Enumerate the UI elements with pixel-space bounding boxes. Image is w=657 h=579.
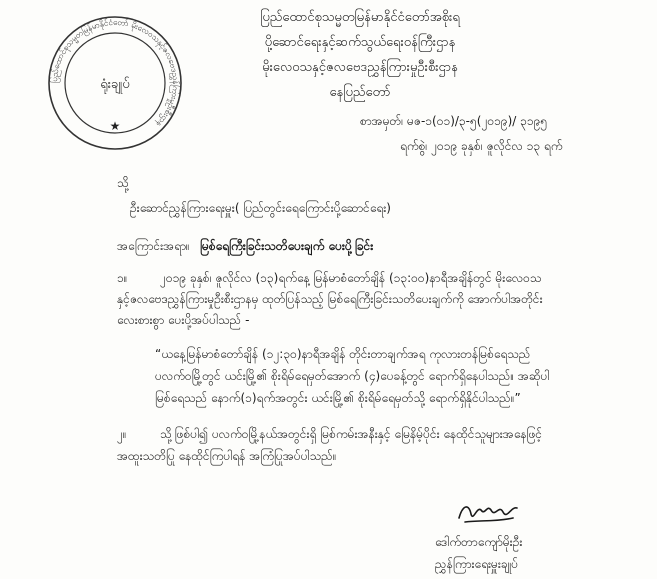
warning-quote-line: မြစ်ရေသည် နောက်(၁)ရက်အတွင်း ယင်းမြို့၏ စိုးရိမ်ရေမှတ်သို့ ရောက်ရှိနိုင်ပါသည်။” — [155, 391, 521, 405]
seal-star-icon: ★ — [109, 119, 121, 133]
paragraph-1-line: ၂၀၁၉ ခုနှစ်၊ ဇူလိုင်လ (၁၃)ရက်နေ့ မြန်မာစံတော်ချိန် (၁၃:၀၀)နာရီအချိန်တွင် မိုးလေဝသ — [160, 271, 542, 285]
signatory-name: ဒေါက်တာကျော်မိုးဦး — [435, 535, 523, 549]
signatory-title: ညွှန်ကြားရေးမှူးချုပ် — [435, 557, 519, 571]
subject-text: မြစ်ရေကြီးခြင်းသတိပေးချက် ပေးပို့ခြင်း — [200, 239, 374, 253]
addressee-to: သို့ — [117, 176, 129, 190]
warning-quote-line: “ယနေ့မြန်မာစံတော်ချိန် (၁၂:၃၀)နာရီအချိန် တိုင်းတာချက်အရ ကုလားတန်မြစ်ရေသည် — [155, 347, 531, 361]
header-department: မိုးလေဝသနှင့်ဇလဗေဒညွှန်ကြားမှုဦးစီးဌာန — [262, 60, 458, 75]
department-seal — [40, 8, 190, 158]
addressee-recipient: ဦးဆောင်ညွှန်ကြားရေးမှူး( ပြည်တွင်းရေကြောင်းပို့ဆောင်ရေး) — [130, 201, 391, 215]
subject-label: အကြောင်းအရာ။ — [117, 239, 190, 253]
header-government: ပြည်ထောင်စုသမ္မတမြန်မာနိုင်ငံတော်အစိုးရ — [260, 10, 460, 25]
letter-number: စာအမှတ်၊ မဇ-၁(၀၁)/၃-၅(၂၀၁၉)/ ၃၁၉၅ — [360, 114, 548, 128]
paragraph-1-number: ၁။ — [117, 271, 128, 285]
header-ministry: ပို့ဆောင်ရေးနှင့်ဆက်သွယ်ရေးဝန်ကြီးဌာန — [264, 35, 456, 50]
paragraph-1-line: နှင့်ဇလဗေဒညွှန်ကြားမှုဦးစီးဌာနမှ ထုတ်ပြန်သည့် မြစ်ရေကြီးခြင်းသတိပေးချက်ကို အောက်ပါအတိုင်း — [117, 292, 543, 306]
paragraph-2-line: သို့ဖြစ်ပါ၍ ပလက်ဝမြို့နယ်အတွင်းရှိ မြစ်ကမ်းအနီးနှင့် မြေနိမ့်ပိုင်း နေထိုင်သူများအနေဖြင့် — [160, 427, 543, 441]
paragraph-1-line: လေးစားစွာ ပေးပို့အပ်ပါသည် - — [117, 313, 250, 327]
handwritten-signature — [455, 498, 525, 528]
letter-date: ရက်စွဲ၊ ၂၀၁၉ ခုနှစ်၊ ဇူလိုင်လ ၁၃ ရက် — [400, 139, 563, 153]
seal-center-text: ရုံးချုပ် — [100, 77, 130, 92]
header-city: နေပြည်တော် — [329, 85, 391, 100]
paragraph-2-line: အထူးသတိပြု နေထိုင်ကြပါရန် အကြံပြုအပ်ပါသည်။ — [117, 449, 337, 463]
paragraph-2-number: ၂။ — [117, 427, 127, 441]
warning-quote-line: ပလက်ဝမြို့တွင် ယင်းမြို့၏ စိုးရိမ်ရေမှတ်အောက် (၄)ပေခန့်တွင် ရောက်ရှိနေပါသည်။ အဆိုပါ — [155, 369, 550, 383]
seal-ring-text: ပြည်ထောင်စုသမ္မတမြန်မာနိုင်ငံတော် မိုးလေဝသနှင့်ဇလဗေဒညွှန်ကြားမှုဦးစီးဌာန — [49, 17, 181, 129]
